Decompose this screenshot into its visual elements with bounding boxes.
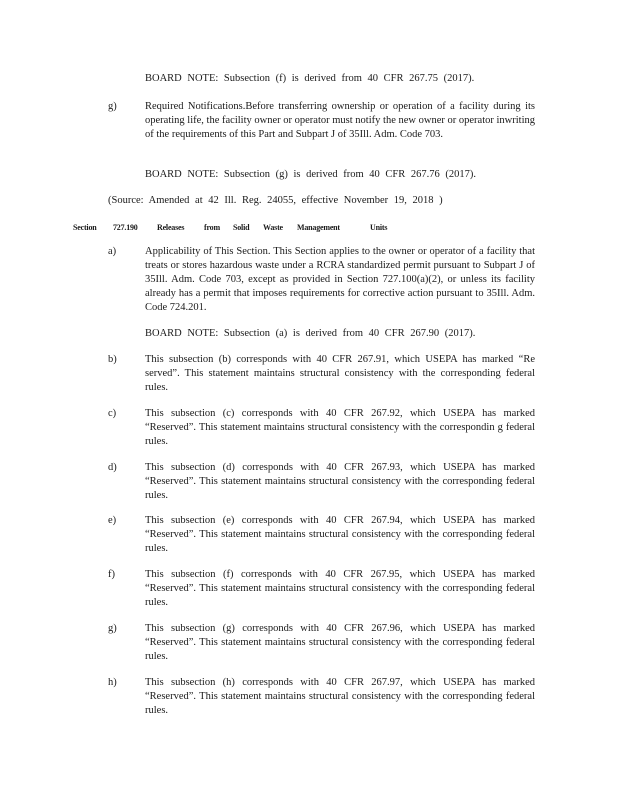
item-text-b: This subsection (b) corresponds with 40 CFR 267.91, which USEPA has marked “Re served”. This statement maintains structural consistency with the corresponding federal rules.	[145, 354, 535, 393]
board-note-a: BOARD NOTE: Subsection (a) is derived from 40 CFR 267.90 (2017).	[145, 328, 476, 339]
item-text-a: Applicability of This Section. This Section applies to the owner or operator of a facility that treats or stores hazardous waste under a RCRA standardized permit pursuant to Subpart J of 35Ill. Adm. Code 703, except as provided in Section 727.100(a)(2), or unless its facility already has a permit that imposes requirements for corrective action pursuant to 35Ill. Adm. Code 724.201.	[145, 246, 535, 313]
item-text-f: This subsection (f) corresponds with 40 CFR 267.95, which USEPA has marked “Reserved”. This statement maintains structural consistency with the corresponding federal rules.	[145, 569, 535, 608]
item-label-c: c)	[108, 408, 117, 419]
section-word: Section	[73, 223, 97, 232]
section-title-word: Units	[370, 223, 388, 232]
item-label-g: g)	[108, 623, 117, 634]
board-note-g: BOARD NOTE: Subsection (g) is derived from 40 CFR 267.76 (2017).	[145, 169, 476, 180]
board-note-f: BOARD NOTE: Subsection (f) is derived from 40 CFR 267.75 (2017).	[145, 73, 475, 84]
item-label-e: e)	[108, 515, 117, 526]
item-text-h: This subsection (h) corresponds with 40 CFR 267.97, which USEPA has marked “Reserved”. This statement maintains structural consistency with the corresponding federal rules.	[145, 677, 535, 716]
item-label-d: d)	[108, 462, 117, 473]
item-text-c: This subsection (c) corresponds with 40 CFR 267.92, which USEPA has marked “Reserved”. This statement maintains structural consistency with the correspondin g federal rules.	[145, 408, 535, 447]
item-label-h: h)	[108, 677, 117, 688]
section-title-word: Solid	[233, 223, 250, 232]
item-text-g-notifications: Required Notifications.Before transferring ownership or operation of a facility during its operating life, the facility owner or operator must notify the new owner or operator inwriting of the requirements of this Part and Subpart J of 35Ill. Adm. Code 703.	[145, 101, 535, 140]
section-number: 727.190	[113, 223, 138, 232]
item-label-b: b)	[108, 354, 117, 365]
section-title-word: from	[204, 223, 220, 232]
section-title-word: Releases	[157, 223, 185, 232]
item-text-g: This subsection (g) corresponds with 40 CFR 267.96, which USEPA has marked “Reserved”. This statement maintains structural consistency with the corresponding federal rules.	[145, 623, 535, 662]
item-text-d: This subsection (d) corresponds with 40 CFR 267.93, which USEPA has marked “Reserved”. This statement maintains structural consistency with the corresponding federal rules.	[145, 462, 535, 501]
section-title-word: Management	[297, 223, 340, 232]
item-label-a: a)	[108, 246, 117, 257]
source-note: (Source: Amended at 42 Ill. Reg. 24055, effective November 19, 2018 )	[108, 195, 443, 206]
section-title-word: Waste	[263, 223, 283, 232]
item-label-f: f)	[108, 569, 115, 580]
item-text-e: This subsection (e) corresponds with 40 CFR 267.94, which USEPA has marked “Reserved”. This statement maintains structural consistency with the corresponding federal rules.	[145, 515, 535, 554]
item-label-g-notifications: g)	[108, 101, 117, 112]
